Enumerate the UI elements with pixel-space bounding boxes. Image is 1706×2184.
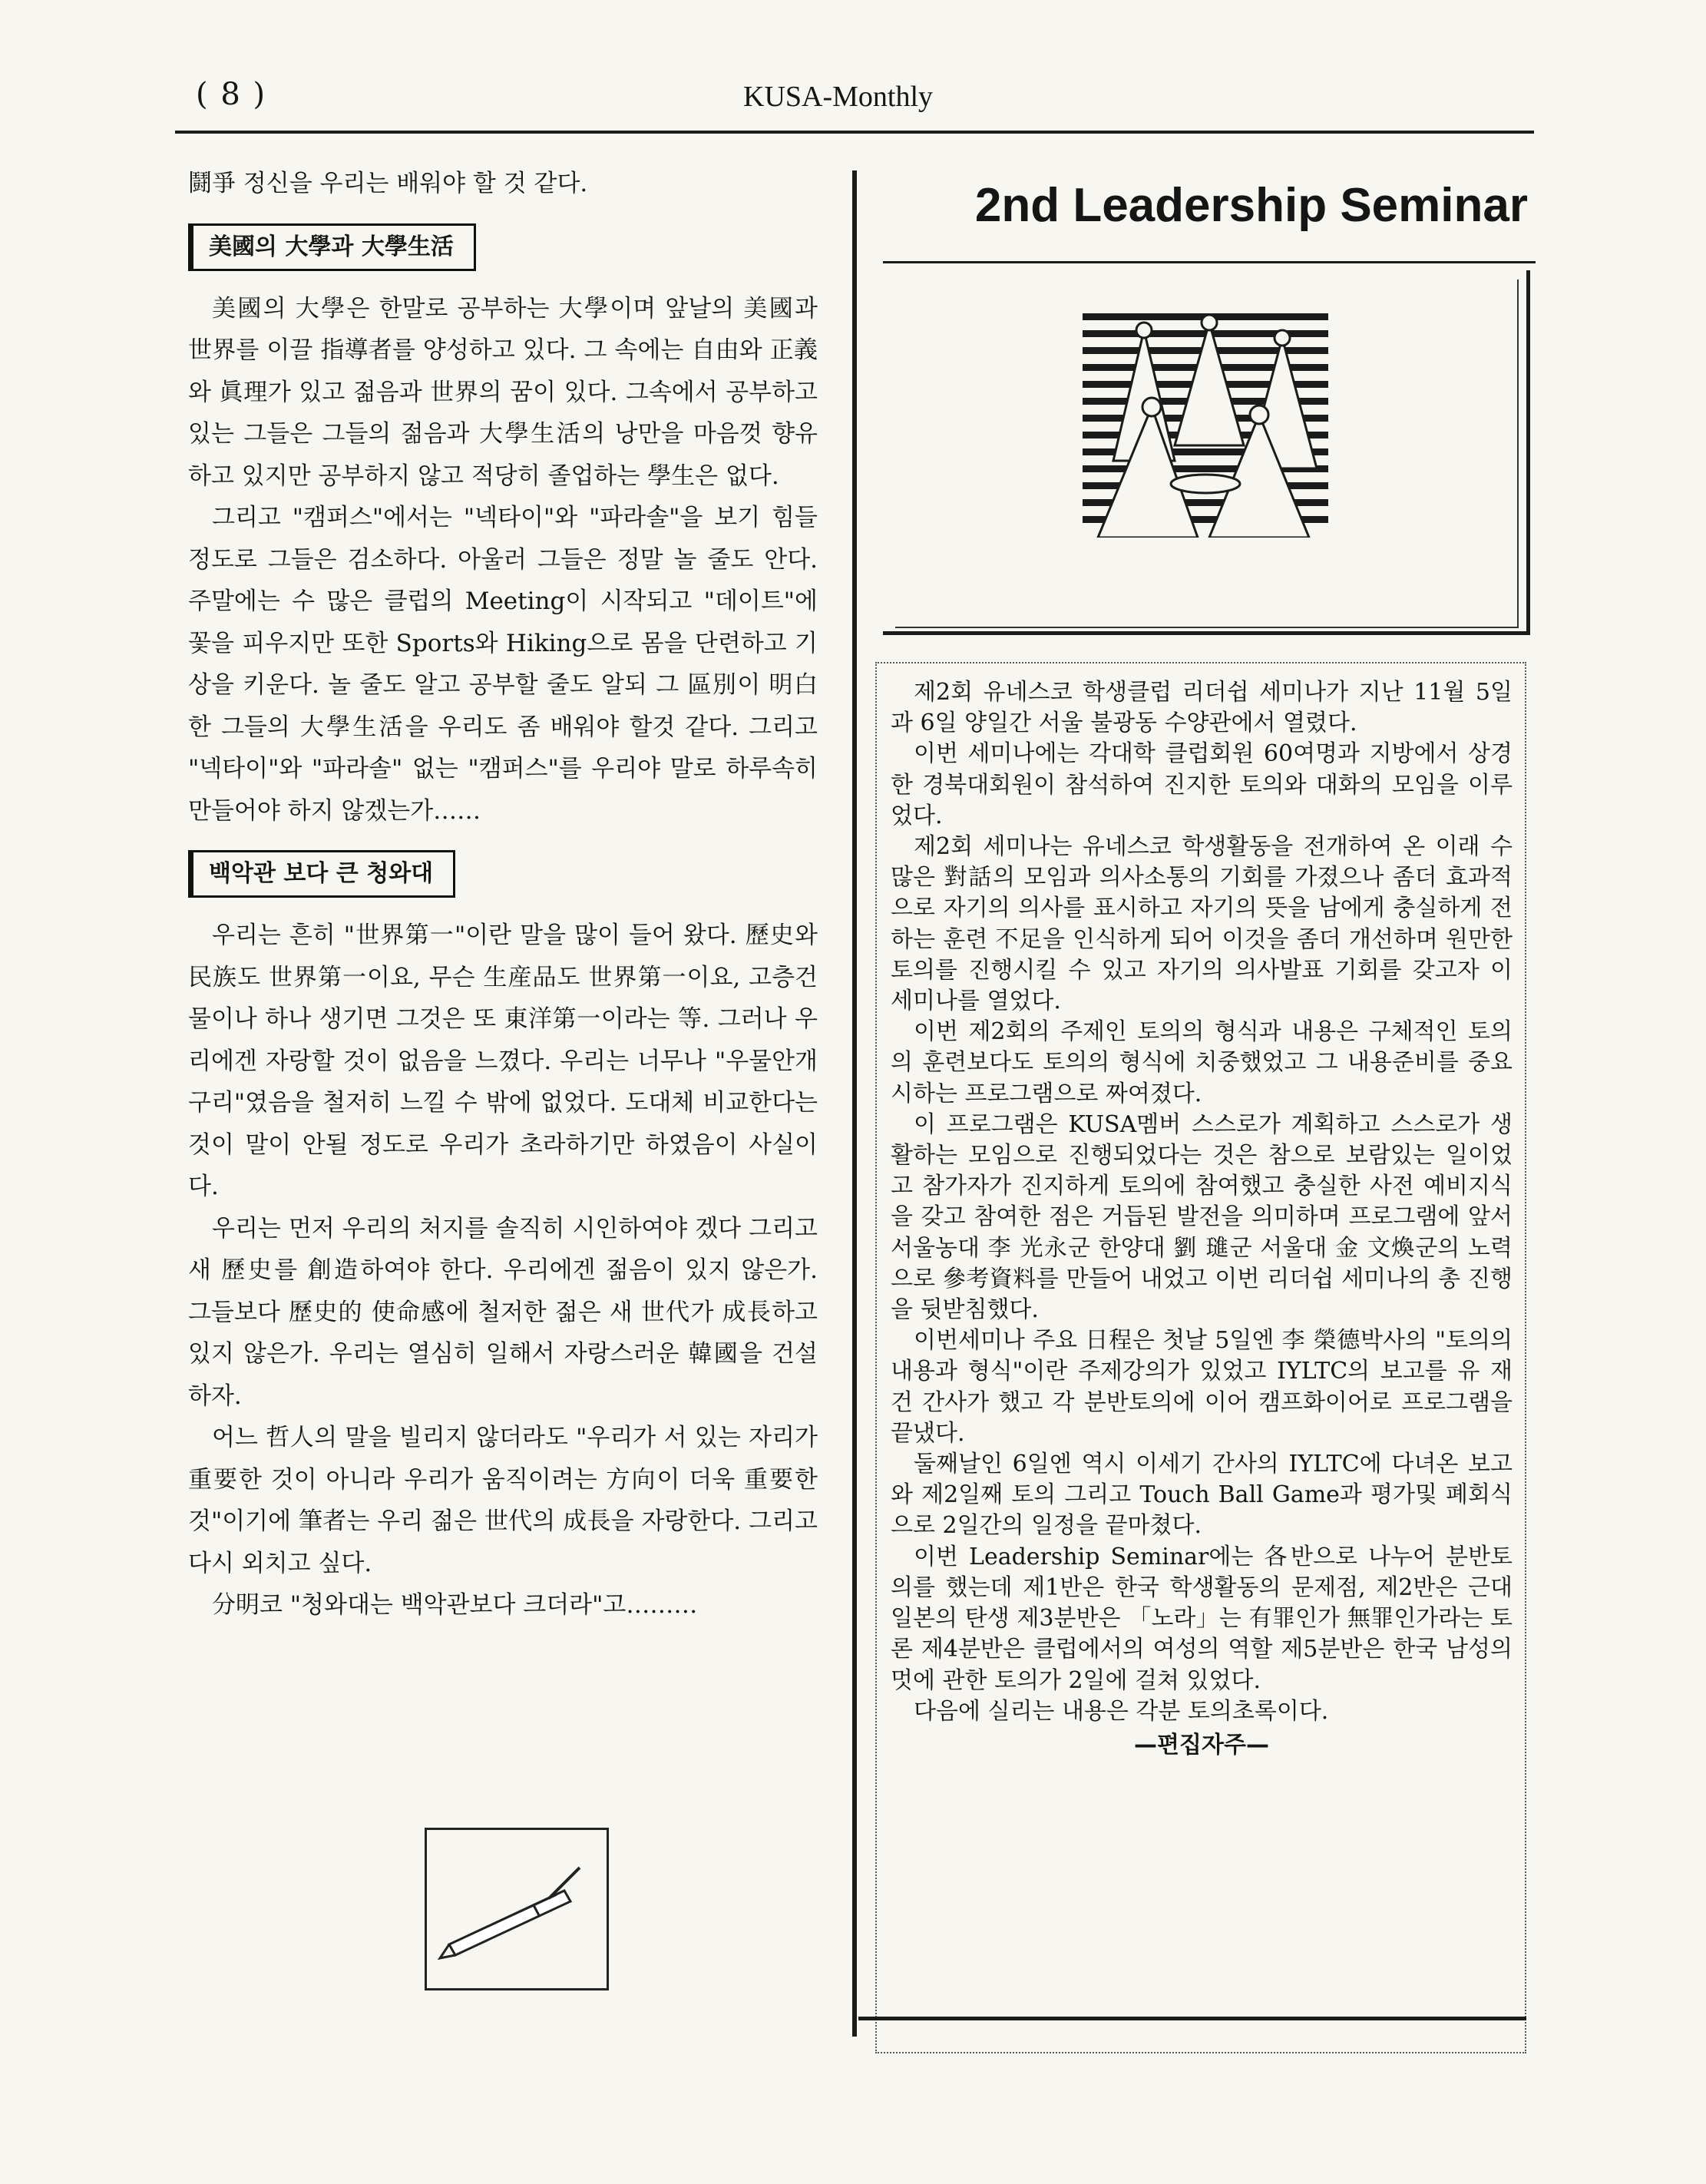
article-title: 2nd Leadership Seminar: [974, 179, 1528, 232]
paragraph: 다음에 실리는 내용은 각분 토의초록이다.: [914, 1697, 1329, 1725]
title-rule: [883, 261, 1536, 263]
paragraph: 美國의 大學은 한말로 공부하는 大學이며 앞날의 美國과 世界를 이끌 指導者를 양성하고 있다. 그 속에는 自由와 正義와 眞理가 있고 젊음과 世界의 꿈이 있다. 그속에서 공부하고 있는 그들은 그들의 젊음과 大學生活의 낭만을 마음껏 향유하고 있지만 공부하지 않고 적당히 졸업하는 學生은 없다.: [188, 294, 818, 490]
paragraph: 그리고 "캠퍼스"에서는 "넥타이"와 "파라솔"을 보기 힘들 정도로 그들은 검소하다. 아울러 그들은 정말 놀 줄도 안다. 주말에는 수 많은 클럽의 Meeting이 시작되고 "데이트"에 꽃을 피우지만 또한 Sports와 Hiking으로 몸을 단련하고 기상을 키운다. 놀 줄도 알고 공부할 줄도 알되 그 區別이 明白한 그들의 大學生活을 우리도 좀 배워야 할것 같다. 그리고 "넥타이"와 "파라솔" 없는 "캠퍼스"를 우리야 말로 하루속히 만들어야 하지 않겠는가……: [188, 504, 818, 825]
paragraph: 제2회 세미나는 유네스코 학생활동을 전개하여 온 이래 수많은 對話의 모임과 의사소통의 기회를 가졌으나 좀더 효과적으로 자기의 의사를 표시하고 자기의 뜻을 남에게 충실하게 전하는 훈련 不足을 인식하게 되어 이것을 좀더 개선하며 원만한 토의를 진행시킬 수 있고 자기의 의사발표 기회를 갖고자 이 세미나를 열었다.: [891, 833, 1513, 1015]
bottom-rule: [858, 2017, 1526, 2020]
header-rule: [175, 131, 1534, 134]
paragraph: 이번세미나 주요 日程은 첫날 5일엔 李 榮德박사의 "토의의 내용과 형식"이란 주제강의가 있었고 IYLTC의 보고를 유 재건 간사가 했고 각 분반토의에 이어 캠프화이어로 프로그램을 끝냈다.: [891, 1327, 1513, 1447]
page-number: ( 8 ): [196, 77, 267, 112]
article-text: [891, 677, 1513, 1761]
paragraph: 이 프로그램은 KUSA멤버 스스로가 계획하고 스스로가 생활하는 모임으로 진행되었다는 것은 참으로 보람있는 일이었고 참가자가 진지하게 토의에 참여했고 충실한 사전 예비지식을 갖고 참여한 점은 거듭된 발전을 의미하며 프로그램에 앞서 서울농대 李 光永군 한양대 劉 璡군 서울대 金 文煥군의 노력으로 參考資料를 만들어 내었고 이번 리더쉽 세미나의 총 진행을 뒷받침했다.: [891, 1110, 1513, 1324]
paragraph: 이번 세미나에는 각대학 클럽회원 60여명과 지방에서 상경한 경북대회원이 참석하여 진지한 토의와 대화의 모임을 이루었다.: [891, 740, 1513, 829]
column-divider: [852, 170, 857, 2037]
intro-line: 鬪爭 정신을 우리는 배워야 할 것 같다.: [188, 170, 588, 197]
pen-icon: [434, 1837, 600, 1981]
left-column: [188, 163, 818, 1626]
paragraph: 分明코 "청와대는 백악관보다 크더라"고………: [212, 1591, 698, 1619]
editor-signature: —편집자주—: [1134, 1731, 1269, 1759]
journal-title: KUSA-Monthly: [743, 81, 934, 113]
paragraph: 이번 Leadership Seminar에는 各반으로 나누어 분반토의를 했는데 제1반은 한국 학생활동의 문제점, 제2반은 근대 일본의 탄생 제3분반은 「노라」는 有罪인가 無罪인가라는 토론 제4분반은 클럽에서의 여성의 역할 제5분반은 한국 남성의 멋에 관한 토의가 2일에 걸쳐 있었다.: [891, 1543, 1513, 1694]
paragraph: 우리는 흔히 "世界第一"이란 말을 많이 들어 왔다. 歷史와 民族도 世界第一이요, 무슨 生産品도 世界第一이요, 고층건물이나 하나 생기면 그것은 또 東洋第一이라는 等. 그러나 우리에겐 자랑할 것이 없음을 느꼈다. 우리는 너무나 "우물안개구리"였음을 철저히 느낄 수 밖에 없었다. 도대체 비교한다는 것이 말이 안될 정도로 우리가 초라하기만 하였음이 사실이다.: [188, 922, 818, 1200]
paragraph: 이번 제2회의 주제인 토의의 형식과 내용은 구체적인 토의의 훈련보다도 토의의 형식에 치중했었고 그 내용준비를 중요시하는 프로그램으로 짜여졌다.: [891, 1018, 1513, 1107]
section-heading-us-universities: 美國의 大學과 大學生活: [188, 223, 476, 271]
section-heading-blue-house: 백악관 보다 큰 청와대: [188, 850, 455, 898]
paragraph: 둘째날인 6일엔 역시 이세기 간사의 IYLTC에 다녀온 보고와 제2일째 토의 그리고 Touch Ball Game과 평가및 폐회식으로 2일간의 일정을 끝마쳤다.: [891, 1451, 1513, 1540]
paragraph: 우리는 먼저 우리의 처지를 솔직히 시인하여야 겠다 그리고 새 歷史를 創造하여야 한다. 우리에겐 젊음이 있지 않은가. 그들보다 歷史的 使命感에 철저한 젊은 새 世代가 成長하고 있지 않은가. 우리는 열심히 일해서 자랑스러운 韓國을 건설하자.: [188, 1214, 818, 1410]
paragraph: 제2회 유네스코 학생클럽 리더쉽 세미나가 지난 11월 5일과 6일 양일간 서울 불광동 수양관에서 열렸다.: [891, 679, 1513, 737]
paragraph: 어느 哲人의 말을 빌리지 않더라도 "우리가 서 있는 자리가 重要한 것이 아니라 우리가 움직이려는 方向이 더욱 重要한 것"이기에 筆者는 우리 젊은 世代의 成長을 자랑한다. 그리고 다시 외치고 싶다.: [188, 1424, 818, 1577]
seminar-illustration: [1083, 307, 1328, 538]
